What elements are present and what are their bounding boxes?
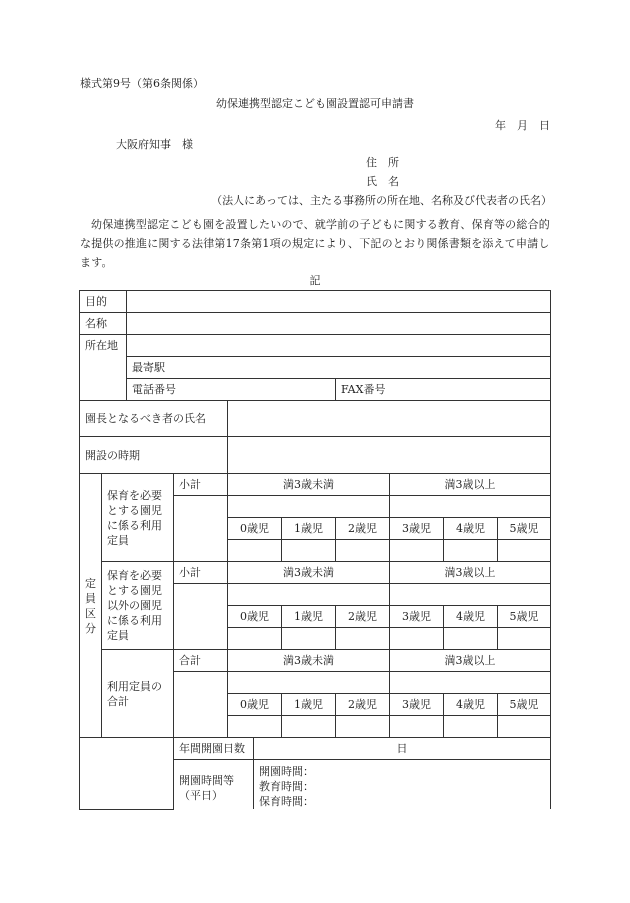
corporation-note: （法人にあっては、主たる事務所の所在地、名称及び代表者の氏名）	[211, 194, 552, 207]
location-label: 所在地	[80, 335, 127, 357]
group3-age0-field[interactable]	[228, 716, 282, 738]
group1-age5-field[interactable]	[498, 540, 551, 562]
form-number: 様式第9号（第6条関係）	[80, 77, 204, 90]
group2-age2-field[interactable]	[336, 628, 390, 650]
group3-total-label: 合計	[174, 650, 228, 672]
group2-over3-label: 満3歳以上	[390, 562, 551, 584]
hours-field[interactable]	[254, 760, 551, 810]
principal-label: 園長となるべき者の氏名	[80, 401, 228, 437]
opening-date-label: 開設の時期	[80, 437, 228, 474]
age-3-label: 3歳児	[390, 518, 444, 540]
group2-age5-field[interactable]	[498, 628, 551, 650]
principal-field[interactable]	[228, 401, 551, 437]
group2-age0-field[interactable]	[228, 628, 282, 650]
age-5-label: 5歳児	[498, 606, 551, 628]
nearest-station-field[interactable]: 最寄駅	[127, 357, 551, 379]
group2-under3-field[interactable]	[228, 584, 390, 606]
opening-date-field[interactable]	[228, 437, 551, 474]
annual-days-field[interactable]: 日	[254, 738, 551, 760]
group3-total-field[interactable]	[174, 672, 228, 738]
ki-label: 記	[309, 274, 321, 287]
group2-age4-field[interactable]	[444, 628, 498, 650]
group2-under3-label: 満3歳未満	[228, 562, 390, 584]
operations-section	[80, 738, 174, 810]
group1-subtotal-label: 小計	[174, 474, 228, 496]
group3-age5-field[interactable]	[498, 716, 551, 738]
group2-subtotal-label: 小計	[174, 562, 228, 584]
childcare-hours-line: 保育時間：	[259, 795, 314, 808]
opening-hours-line: 開園時間：	[259, 765, 314, 778]
fax-field[interactable]: FAX番号	[336, 379, 551, 401]
group1-label: 保育を必要とする園児に係る利用定員	[102, 474, 174, 562]
age-4-label: 4歳児	[444, 694, 498, 716]
age-0-label: 0歳児	[228, 518, 282, 540]
group2-age1-field[interactable]	[282, 628, 336, 650]
age-5-label: 5歳児	[498, 694, 551, 716]
group1-age3-field[interactable]	[390, 540, 444, 562]
purpose-field[interactable]	[127, 291, 551, 313]
date-line: 年 月 日	[495, 119, 550, 132]
location-label-spacer	[80, 357, 127, 401]
application-table	[79, 290, 551, 810]
age-0-label: 0歳児	[228, 606, 282, 628]
group3-age2-field[interactable]	[336, 716, 390, 738]
group1-under3-label: 満3歳未満	[228, 474, 390, 496]
group3-age3-field[interactable]	[390, 716, 444, 738]
age-3-label: 3歳児	[390, 694, 444, 716]
capacity-division-label: 定員区分	[80, 474, 102, 738]
group3-under3-label: 満3歳未満	[228, 650, 390, 672]
page-title: 幼保連携型認定こども園設置認可申請書	[216, 97, 414, 110]
group1-over3-field[interactable]	[390, 496, 551, 518]
phone-field[interactable]: 電話番号	[127, 379, 336, 401]
name-label: 氏 名	[366, 175, 399, 188]
group2-label: 保育を必要とする園児以外の園児に係る利用定員	[102, 562, 174, 650]
age-1-label: 1歳児	[282, 606, 336, 628]
group1-subtotal-field[interactable]	[174, 496, 228, 562]
group3-under3-field[interactable]	[228, 672, 390, 694]
group3-age1-field[interactable]	[282, 716, 336, 738]
age-1-label: 1歳児	[282, 518, 336, 540]
group3-over3-label: 満3歳以上	[390, 650, 551, 672]
age-2-label: 2歳児	[336, 518, 390, 540]
addressee: 大阪府知事 様	[116, 138, 193, 151]
group3-over3-field[interactable]	[390, 672, 551, 694]
age-4-label: 4歳児	[444, 606, 498, 628]
group1-over3-label: 満3歳以上	[390, 474, 551, 496]
address-label: 住 所	[366, 156, 399, 169]
annual-days-label: 年間開園日数	[174, 738, 254, 760]
group1-age2-field[interactable]	[336, 540, 390, 562]
group1-age1-field[interactable]	[282, 540, 336, 562]
group1-under3-field[interactable]	[228, 496, 390, 518]
age-4-label: 4歳児	[444, 518, 498, 540]
body-paragraph: 幼保連携型認定こども園を設置したいので、就学前の子どもに関する教育、保育等の総合的な提供の推進に関する法律第17条第1項の規定により、下記のとおり関係書類を添えて申請します。	[80, 218, 550, 269]
age-1-label: 1歳児	[282, 694, 336, 716]
facility-name-field[interactable]	[127, 313, 551, 335]
group2-over3-field[interactable]	[390, 584, 551, 606]
hours-weekday-label: 開園時間等（平日）	[174, 760, 254, 810]
location-field[interactable]	[127, 335, 551, 357]
group2-age3-field[interactable]	[390, 628, 444, 650]
purpose-label: 目的	[80, 291, 127, 313]
age-2-label: 2歳児	[336, 606, 390, 628]
age-2-label: 2歳児	[336, 694, 390, 716]
age-3-label: 3歳児	[390, 606, 444, 628]
group2-subtotal-field[interactable]	[174, 584, 228, 650]
group3-label: 利用定員の合計	[102, 650, 174, 738]
education-hours-line: 教育時間：	[259, 780, 314, 793]
group1-age4-field[interactable]	[444, 540, 498, 562]
group1-age0-field[interactable]	[228, 540, 282, 562]
name-row-label: 名称	[80, 313, 127, 335]
age-0-label: 0歳児	[228, 694, 282, 716]
group3-age4-field[interactable]	[444, 716, 498, 738]
age-5-label: 5歳児	[498, 518, 551, 540]
